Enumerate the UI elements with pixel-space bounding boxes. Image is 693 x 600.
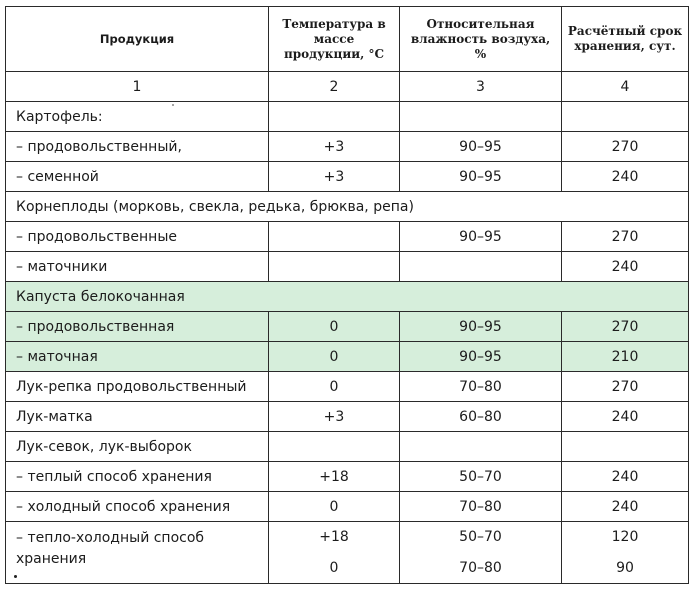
temperature-cell: 0 xyxy=(269,492,400,522)
days-cell: 270 xyxy=(562,132,689,162)
column-number: 4 xyxy=(562,72,689,102)
table-row xyxy=(6,102,689,132)
humidity-value: 70–80 xyxy=(459,560,502,576)
humidity-cell: 90–95 xyxy=(400,312,562,342)
temperature-cell: +3 xyxy=(269,402,400,432)
temperature-cell xyxy=(269,252,400,282)
humidity-cell: 90–95 xyxy=(400,342,562,372)
humidity-cell-split xyxy=(400,522,562,584)
days-cell: 270 xyxy=(562,222,689,252)
product-cell: – продовольственная xyxy=(6,312,269,342)
table-row xyxy=(6,432,689,462)
days-cell xyxy=(562,102,689,132)
product-cell: – продовольственный, xyxy=(6,132,269,162)
table-row xyxy=(6,252,689,282)
days-cell: 240 xyxy=(562,462,689,492)
product-cell: – семенной xyxy=(6,162,269,192)
temperature-cell xyxy=(269,222,400,252)
storage-table xyxy=(5,6,689,584)
humidity-cell: 90–95 xyxy=(400,162,562,192)
table-row xyxy=(6,222,689,252)
table-row-highlighted xyxy=(6,312,689,342)
days-cell: 240 xyxy=(562,162,689,192)
temperature-cell xyxy=(269,102,400,132)
temperature-cell xyxy=(269,432,400,462)
days-value: 120 xyxy=(611,529,639,545)
product-cell: Лук-репка продовольственный xyxy=(6,372,269,402)
product-cell: – маточники xyxy=(6,252,269,282)
days-cell-split xyxy=(562,522,689,584)
temperature-cell: +3 xyxy=(269,162,400,192)
humidity-cell: 90–95 xyxy=(400,132,562,162)
humidity-value: 50–70 xyxy=(459,529,502,545)
days-cell: 270 xyxy=(562,372,689,402)
table-row-highlighted xyxy=(6,282,689,312)
product-group-cell: Корнеплоды (морковь, свекла, редька, брюква, репа) xyxy=(6,192,689,222)
temperature-value: +18 xyxy=(319,529,349,545)
humidity-cell: 70–80 xyxy=(400,372,562,402)
column-number: 1 xyxy=(6,72,269,102)
column-number: 2 xyxy=(269,72,400,102)
product-cell: – маточная xyxy=(6,342,269,372)
table-row xyxy=(6,162,689,192)
days-cell: 270 xyxy=(562,312,689,342)
temperature-cell: 0 xyxy=(269,312,400,342)
table-row xyxy=(6,132,689,162)
column-number-row xyxy=(6,72,689,102)
table-row xyxy=(6,192,689,222)
table-row xyxy=(6,492,689,522)
table-row xyxy=(6,462,689,492)
humidity-cell xyxy=(400,432,562,462)
humidity-cell: 70–80 xyxy=(400,492,562,522)
table-row xyxy=(6,372,689,402)
temperature-cell: +3 xyxy=(269,132,400,162)
table-row xyxy=(6,402,689,432)
product-cell: – продовольственные xyxy=(6,222,269,252)
humidity-cell xyxy=(400,252,562,282)
product-cell: Лук-севок, лук-выборок xyxy=(6,432,269,462)
header-row xyxy=(6,7,689,72)
header-temperature: Температура в массе продукции, °С xyxy=(269,7,400,72)
header-humidity: Относительная влажность воздуха, % xyxy=(400,7,562,72)
scan-speck xyxy=(172,104,174,106)
temperature-cell-split xyxy=(269,522,400,584)
days-value: 90 xyxy=(616,560,634,576)
temperature-cell: +18 xyxy=(269,462,400,492)
humidity-cell xyxy=(400,102,562,132)
column-number: 3 xyxy=(400,72,562,102)
temperature-value: 0 xyxy=(329,560,339,576)
days-cell: 240 xyxy=(562,402,689,432)
days-cell xyxy=(562,432,689,462)
header-product: Продукция xyxy=(6,7,269,72)
days-cell: 240 xyxy=(562,252,689,282)
humidity-cell: 50–70 xyxy=(400,462,562,492)
scan-speck xyxy=(14,575,17,578)
header-storage-days: Расчётный срок хранения, сут. xyxy=(562,7,689,72)
humidity-cell: 60–80 xyxy=(400,402,562,432)
table-row-highlighted xyxy=(6,342,689,372)
product-cell: – теплый способ хранения xyxy=(6,462,269,492)
product-cell: – холодный способ хранения xyxy=(6,492,269,522)
temperature-cell: 0 xyxy=(269,342,400,372)
humidity-cell: 90–95 xyxy=(400,222,562,252)
temperature-cell: 0 xyxy=(269,372,400,402)
product-cell: Картофель: xyxy=(6,102,269,132)
product-cell: – тепло-холодный способ хранения xyxy=(6,522,269,584)
days-cell: 210 xyxy=(562,342,689,372)
table-row xyxy=(6,522,689,584)
days-cell: 240 xyxy=(562,492,689,522)
product-group-cell: Капуста белокочанная xyxy=(6,282,689,312)
product-cell: Лук-матка xyxy=(6,402,269,432)
